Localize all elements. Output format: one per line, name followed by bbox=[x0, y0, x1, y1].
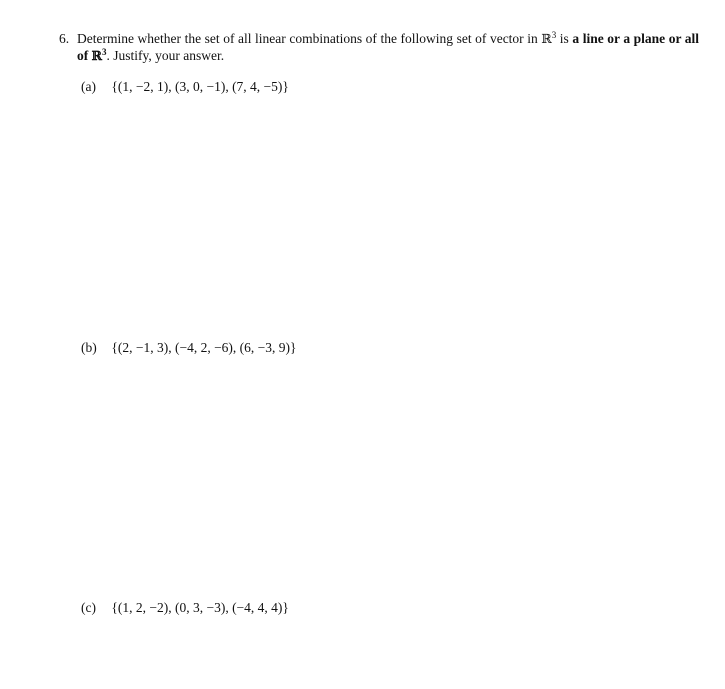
part-c-set: {(1, 2, −2), (0, 3, −3), (−4, 4, 4)} bbox=[111, 600, 289, 615]
part-c bbox=[81, 599, 289, 616]
problem-statement bbox=[59, 30, 699, 64]
part-b-set: {(2, −1, 3), (−4, 2, −6), (6, −3, 9)} bbox=[111, 340, 297, 355]
problem-number: 6. bbox=[59, 31, 70, 46]
problem-text bbox=[77, 30, 699, 64]
problem-text-is: is bbox=[559, 31, 569, 46]
space-exponent: 3 bbox=[551, 30, 557, 40]
part-c-label: (c) bbox=[81, 600, 96, 615]
space-exponent-2: 3 bbox=[102, 47, 107, 57]
problem-text-options: a line or a plane or all of bbox=[77, 31, 700, 63]
problem-text-intro: Determine whether the set of all linear combinations of the following set of vector in bbox=[77, 31, 538, 46]
problem-text-justify: . Justify, your answer. bbox=[106, 48, 225, 63]
part-a-set: {(1, −2, 1), (3, 0, −1), (7, 4, −5)} bbox=[111, 79, 289, 94]
part-a-label: (a) bbox=[81, 79, 96, 94]
part-b bbox=[81, 339, 297, 356]
space-symbol: ℝ bbox=[541, 31, 552, 46]
part-a bbox=[81, 78, 289, 95]
space-symbol-2: ℝ bbox=[91, 48, 103, 63]
part-b-label: (b) bbox=[81, 340, 97, 355]
